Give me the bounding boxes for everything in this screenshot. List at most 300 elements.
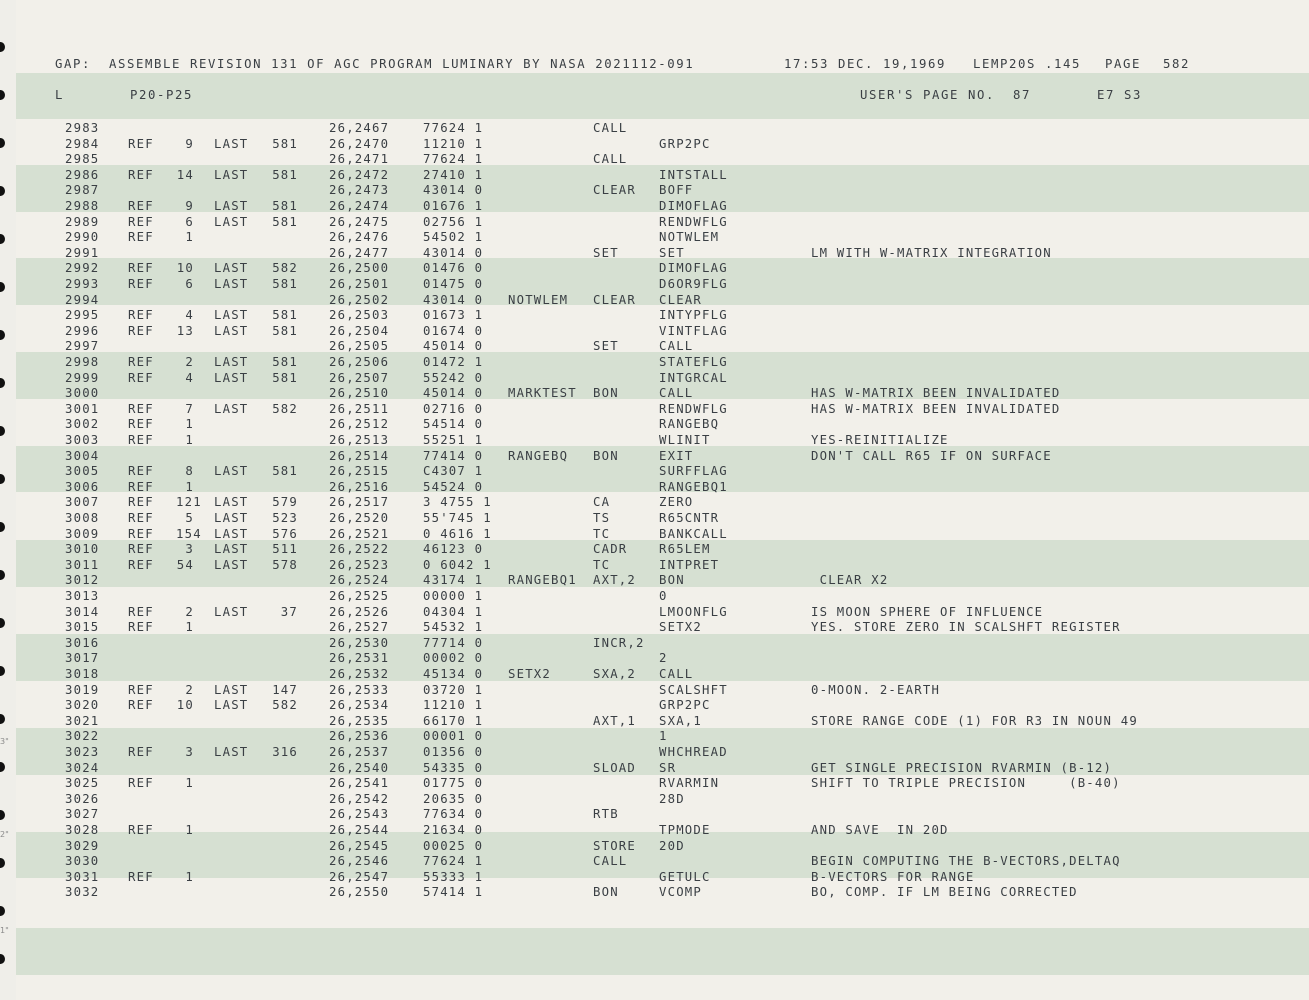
last-page: 581 [272, 214, 298, 229]
operand: BOFF [659, 183, 694, 198]
octal-code: 20635 0 [423, 791, 484, 806]
listing-row [0, 152, 1309, 167]
memory-address: 26,2537 [329, 745, 390, 759]
last-tag: LAST [214, 136, 249, 151]
last-tag: LAST [214, 167, 249, 182]
comment: BO, COMP. IF LM BEING CORRECTED [811, 885, 1078, 900]
listing-row [0, 168, 1309, 183]
opcode: SLOAD [593, 760, 637, 775]
margin-mark: 1" [0, 926, 9, 935]
ref-tag: REF [128, 401, 154, 416]
ref-count: 7 [185, 401, 194, 416]
line-number: 3019 [65, 682, 100, 697]
memory-address: 26,2526 [329, 604, 390, 619]
memory-address: 26,2513 [329, 433, 390, 447]
symbol-label: MARKTEST [508, 386, 577, 401]
last-tag: LAST [214, 370, 249, 385]
octal-code: 77624 1 [423, 121, 484, 135]
listing-row [0, 261, 1309, 276]
listing-row [0, 885, 1309, 900]
listing-row [0, 698, 1309, 713]
comment: 0-MOON. 2-EARTH [811, 682, 941, 697]
operand: CLEAR [659, 292, 703, 307]
memory-address: 26,2516 [329, 479, 390, 494]
line-number: 3020 [65, 698, 100, 713]
octal-code: 57414 1 [423, 885, 484, 900]
opcode: CALL [593, 152, 628, 167]
octal-code: C4307 1 [423, 464, 484, 479]
comment: SHIFT TO TRIPLE PRECISION (B-40) [811, 776, 1121, 791]
comment: HAS W-MATRIX BEEN INVALIDATED [811, 386, 1061, 401]
last-tag: LAST [214, 495, 249, 510]
line-number: 3027 [65, 807, 100, 822]
line-number: 3008 [65, 511, 100, 525]
memory-address: 26,2530 [329, 635, 390, 650]
listing-row [0, 729, 1309, 744]
comment: HAS W-MATRIX BEEN INVALIDATED [811, 401, 1061, 416]
last-page: 316 [272, 745, 298, 759]
comment: GET SINGLE PRECISION RVARMIN (B-12) [811, 760, 1113, 775]
octal-code: 54514 0 [423, 417, 484, 432]
operand: SXA,1 [659, 713, 703, 728]
last-tag: LAST [214, 542, 249, 557]
listing-row [0, 386, 1309, 401]
opcode: SXA,2 [593, 667, 637, 681]
ref-tag: REF [128, 355, 154, 369]
listing-row [0, 495, 1309, 510]
last-page: 581 [272, 199, 298, 213]
memory-address: 26,2512 [329, 417, 390, 432]
octal-code: 02756 1 [423, 214, 484, 229]
octal-code: 04304 1 [423, 604, 484, 619]
ref-count: 13 [176, 323, 194, 338]
octal-code: 55242 0 [423, 370, 484, 385]
ref-count: 1 [185, 869, 194, 884]
octal-code: 00000 1 [423, 589, 484, 603]
ref-tag: REF [128, 464, 154, 479]
operand: 2 [659, 651, 668, 666]
octal-code: 54532 1 [423, 620, 484, 635]
line-number: 3014 [65, 604, 100, 619]
operand: 20D [659, 838, 685, 853]
octal-code: 77714 0 [423, 635, 484, 650]
ref-tag: REF [128, 433, 154, 447]
ref-tag: REF [128, 479, 154, 494]
line-number: 3032 [65, 885, 100, 900]
memory-address: 26,2540 [329, 760, 390, 775]
last-page: 582 [272, 261, 298, 276]
ref-count: 9 [185, 136, 194, 151]
listing-row [0, 355, 1309, 370]
ref-count: 8 [185, 464, 194, 479]
octal-code: 77624 1 [423, 152, 484, 167]
line-number: 3024 [65, 760, 100, 775]
memory-address: 26,2472 [329, 167, 390, 182]
memory-address: 26,2522 [329, 542, 390, 557]
octal-code: 43014 0 [423, 292, 484, 307]
ref-count: 2 [185, 604, 194, 619]
octal-code: 0 4616 1 [423, 526, 492, 541]
line-number: 3021 [65, 713, 100, 728]
operand: RVARMIN [659, 776, 720, 791]
last-page: 581 [272, 464, 298, 479]
line-number: 2989 [65, 214, 100, 229]
last-page: 581 [272, 355, 298, 369]
memory-address: 26,2510 [329, 386, 390, 401]
operand: SCALSHFT [659, 682, 728, 697]
comment: IS MOON SPHERE OF INFLUENCE [811, 604, 1044, 619]
opcode: TC [593, 557, 611, 572]
operand: VCOMP [659, 885, 703, 900]
listing-row [0, 527, 1309, 542]
ref-tag: REF [128, 167, 154, 182]
listing-row [0, 573, 1309, 588]
listing-row [0, 683, 1309, 698]
octal-code: 01775 0 [423, 776, 484, 791]
ref-count: 1 [185, 433, 194, 447]
ref-tag: REF [128, 620, 154, 635]
ref-count: 14 [176, 167, 194, 182]
last-tag: LAST [214, 401, 249, 416]
operand: ZERO [659, 495, 694, 510]
operand: WLINIT [659, 433, 711, 447]
octal-code: 77624 1 [423, 854, 484, 869]
listing-row [0, 230, 1309, 245]
memory-address: 26,2514 [329, 448, 390, 463]
last-page: 581 [272, 136, 298, 151]
line-number: 2992 [65, 261, 100, 276]
operand: RENDWFLG [659, 401, 728, 416]
listing-row [0, 823, 1309, 838]
comment: LM WITH W-MATRIX INTEGRATION [811, 245, 1052, 260]
octal-code: 11210 1 [423, 698, 484, 713]
memory-address: 26,2475 [329, 214, 390, 229]
margin-mark: 3" [0, 737, 9, 746]
octal-code: 27410 1 [423, 167, 484, 182]
octal-code: 45134 0 [423, 667, 484, 681]
memory-address: 26,2511 [329, 401, 390, 416]
ref-count: 2 [185, 682, 194, 697]
memory-address: 26,2550 [329, 885, 390, 900]
ref-tag: REF [128, 776, 154, 791]
last-page: 147 [272, 682, 298, 697]
last-page: 37 [280, 604, 298, 619]
ref-count: 154 [176, 526, 202, 541]
memory-address: 26,2523 [329, 557, 390, 572]
ref-tag: REF [128, 417, 154, 432]
ref-count: 4 [185, 308, 194, 323]
opcode: SET [593, 339, 619, 354]
users-page-number: USER'S PAGE NO. 87 [860, 88, 1032, 102]
ref-tag: REF [128, 511, 154, 525]
section-code: E7 S3 [1097, 88, 1143, 102]
opcode: CA [593, 495, 611, 510]
last-page: 581 [272, 370, 298, 385]
memory-address: 26,2534 [329, 698, 390, 713]
ref-count: 10 [176, 261, 194, 276]
comment: BEGIN COMPUTING THE B-VECTORS,DELTAQ [811, 854, 1121, 869]
line-number: 3013 [65, 589, 100, 603]
ref-tag: REF [128, 308, 154, 323]
memory-address: 26,2507 [329, 370, 390, 385]
ref-tag: REF [128, 526, 154, 541]
line-number: 2986 [65, 167, 100, 182]
octal-code: 01674 0 [423, 323, 484, 338]
octal-code: 21634 0 [423, 823, 484, 837]
opcode: RTB [593, 807, 619, 822]
ref-count: 5 [185, 511, 194, 525]
listing-row [0, 433, 1309, 448]
operand: BON [659, 573, 685, 588]
opcode: INCR,2 [593, 635, 645, 650]
last-tag: LAST [214, 277, 249, 291]
last-page: 523 [272, 511, 298, 525]
line-number: 3029 [65, 838, 100, 853]
operand: DIMOFLAG [659, 261, 728, 276]
line-number: 2991 [65, 245, 100, 260]
listing-row [0, 839, 1309, 854]
memory-address: 26,2467 [329, 121, 390, 135]
operand: EXIT [659, 448, 694, 463]
operand: SETX2 [659, 620, 703, 635]
operand: INTGRCAL [659, 370, 728, 385]
opcode: TC [593, 526, 611, 541]
line-number: 2998 [65, 355, 100, 369]
last-page: 581 [272, 308, 298, 323]
comment: STORE RANGE CODE (1) FOR R3 IN NOUN 49 [811, 713, 1138, 728]
operand: SURFFLAG [659, 464, 728, 479]
ref-tag: REF [128, 682, 154, 697]
opcode: CLEAR [593, 183, 637, 198]
memory-address: 26,2547 [329, 869, 390, 884]
memory-address: 26,2536 [329, 729, 390, 744]
operand: RENDWFLG [659, 214, 728, 229]
ref-tag: REF [128, 230, 154, 245]
margin-mark: 2" [0, 830, 9, 839]
memory-address: 26,2517 [329, 495, 390, 510]
octal-code: 55333 1 [423, 869, 484, 884]
last-tag: LAST [214, 698, 249, 713]
octal-code: 01673 1 [423, 308, 484, 323]
last-tag: LAST [214, 511, 249, 525]
octal-code: 11210 1 [423, 136, 484, 151]
operand: GRP2PC [659, 136, 711, 151]
last-page: 582 [272, 401, 298, 416]
listing-row [0, 199, 1309, 214]
memory-address: 26,2504 [329, 323, 390, 338]
octal-code: 01676 1 [423, 199, 484, 213]
listing-row [0, 651, 1309, 666]
listing-row [0, 324, 1309, 339]
ref-count: 1 [185, 823, 194, 837]
line-number: 3005 [65, 464, 100, 479]
operand: CALL [659, 339, 694, 354]
listing-row [0, 308, 1309, 323]
listing-row [0, 371, 1309, 386]
listing-row [0, 854, 1309, 869]
operand: RANGEBQ1 [659, 479, 728, 494]
ref-tag: REF [128, 698, 154, 713]
assembly-title: GAP: ASSEMBLE REVISION 131 OF AGC PROGRAM LUMINARY BY NASA 2021112-091 [55, 57, 695, 71]
memory-address: 26,2533 [329, 682, 390, 697]
ref-tag: REF [128, 370, 154, 385]
memory-address: 26,2520 [329, 511, 390, 525]
line-number: 3028 [65, 823, 100, 837]
opcode: CLEAR [593, 292, 637, 307]
operand: BANKCALL [659, 526, 728, 541]
section-name: P20-P25 [130, 88, 194, 102]
memory-address: 26,2476 [329, 230, 390, 245]
operand: VINTFLAG [659, 323, 728, 338]
memory-address: 26,2474 [329, 199, 390, 213]
ref-count: 1 [185, 417, 194, 432]
memory-address: 26,2531 [329, 651, 390, 666]
last-tag: LAST [214, 464, 249, 479]
ref-count: 54 [176, 557, 194, 572]
line-number: 3023 [65, 745, 100, 759]
line-number: 3000 [65, 386, 100, 401]
memory-address: 26,2544 [329, 823, 390, 837]
operand: STATEFLG [659, 355, 728, 369]
octal-code: 02716 0 [423, 401, 484, 416]
last-tag: LAST [214, 557, 249, 572]
octal-code: 45014 0 [423, 386, 484, 401]
opcode: BON [593, 386, 619, 401]
listing-row [0, 745, 1309, 760]
ref-tag: REF [128, 869, 154, 884]
page-number: 582 [1163, 57, 1191, 71]
ref-tag: REF [128, 495, 154, 510]
operand: SR [659, 760, 677, 775]
memory-address: 26,2524 [329, 573, 390, 588]
listing-row [0, 246, 1309, 261]
operand: INTSTALL [659, 167, 728, 182]
comment: B-VECTORS FOR RANGE [811, 869, 975, 884]
octal-code: 01476 0 [423, 261, 484, 276]
operand: R65LEM [659, 542, 711, 557]
ref-tag: REF [128, 214, 154, 229]
listing-row [0, 761, 1309, 776]
listing-row [0, 542, 1309, 557]
octal-code: 03720 1 [423, 682, 484, 697]
ref-count: 121 [176, 495, 202, 510]
ref-count: 10 [176, 698, 194, 713]
page-label: PAGE [1105, 57, 1142, 71]
operand: INTYPFLG [659, 308, 728, 323]
listing-marker: L [55, 88, 65, 102]
memory-address: 26,2471 [329, 152, 390, 167]
memory-address: 26,2477 [329, 245, 390, 260]
line-number: 3007 [65, 495, 100, 510]
greenbar-stripe [16, 928, 1309, 975]
operand: RANGEBQ [659, 417, 720, 432]
line-number: 3017 [65, 651, 100, 666]
ref-tag: REF [128, 136, 154, 151]
listing-row [0, 449, 1309, 464]
opcode: TS [593, 511, 611, 525]
octal-code: 66170 1 [423, 713, 484, 728]
operand: INTPRET [659, 557, 720, 572]
octal-code: 54335 0 [423, 760, 484, 775]
listing-row [0, 870, 1309, 885]
line-number: 3030 [65, 854, 100, 869]
line-number: 2999 [65, 370, 100, 385]
operand: NOTWLEM [659, 230, 720, 245]
memory-address: 26,2502 [329, 292, 390, 307]
memory-address: 26,2473 [329, 183, 390, 198]
listing-row [0, 636, 1309, 651]
last-page: 581 [272, 323, 298, 338]
comment: YES-REINITIALIZE [811, 433, 949, 447]
octal-code: 55'745 1 [423, 511, 492, 525]
line-number: 2983 [65, 121, 100, 135]
operand: DIMOFLAG [659, 199, 728, 213]
opcode: BON [593, 885, 619, 900]
job-id: LEMP20S .145 [973, 57, 1082, 71]
octal-code: 00025 0 [423, 838, 484, 853]
listing-row [0, 558, 1309, 573]
comment: AND SAVE IN 20D [811, 823, 949, 837]
listing-row [0, 277, 1309, 292]
ref-count: 1 [185, 776, 194, 791]
memory-address: 26,2515 [329, 464, 390, 479]
octal-code: 01472 1 [423, 355, 484, 369]
print-datetime: 17:53 DEC. 19,1969 [784, 57, 947, 71]
listing-row [0, 605, 1309, 620]
listing-row [0, 464, 1309, 479]
operand: TPMODE [659, 823, 711, 837]
opcode: STORE [593, 838, 637, 853]
memory-address: 26,2541 [329, 776, 390, 791]
last-tag: LAST [214, 261, 249, 276]
listing-row [0, 511, 1309, 526]
listing-row [0, 215, 1309, 230]
operand: GRP2PC [659, 698, 711, 713]
octal-code: 43014 0 [423, 183, 484, 198]
last-page: 576 [272, 526, 298, 541]
last-page: 582 [272, 698, 298, 713]
ref-tag: REF [128, 557, 154, 572]
octal-code: 43014 0 [423, 245, 484, 260]
operand: D6OR9FLG [659, 277, 728, 291]
ref-tag: REF [128, 542, 154, 557]
ref-count: 6 [185, 277, 194, 291]
line-number: 2984 [65, 136, 100, 151]
octal-code: 77414 0 [423, 448, 484, 463]
ref-count: 1 [185, 479, 194, 494]
last-tag: LAST [214, 682, 249, 697]
opcode: CALL [593, 854, 628, 869]
ref-count: 1 [185, 230, 194, 245]
operand: SET [659, 245, 685, 260]
opcode: CALL [593, 121, 628, 135]
listing-row [0, 714, 1309, 729]
ref-tag: REF [128, 823, 154, 837]
line-number: 3004 [65, 448, 100, 463]
ref-count: 6 [185, 214, 194, 229]
octal-code: 54502 1 [423, 230, 484, 245]
ref-count: 3 [185, 745, 194, 759]
operand: CALL [659, 386, 694, 401]
last-tag: LAST [214, 745, 249, 759]
line-number: 3001 [65, 401, 100, 416]
operand: GETULC [659, 869, 711, 884]
opcode: AXT,1 [593, 713, 637, 728]
line-number: 3010 [65, 542, 100, 557]
last-tag: LAST [214, 214, 249, 229]
memory-address: 26,2543 [329, 807, 390, 822]
line-number: 3022 [65, 729, 100, 744]
